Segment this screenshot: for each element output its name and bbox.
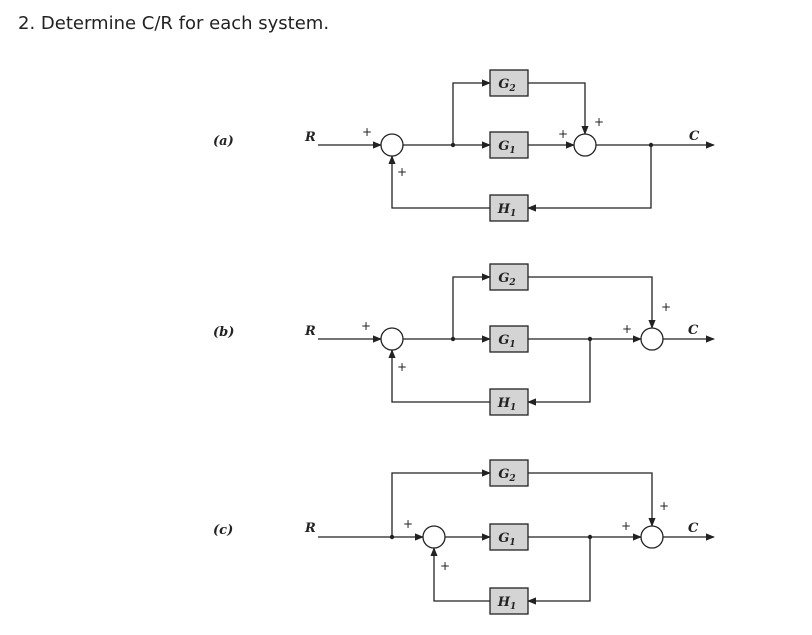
block-g1-label: $G_1$ xyxy=(498,531,516,548)
sum1-sign-bottom: + xyxy=(397,360,408,374)
sum1-sign-bottom: + xyxy=(397,165,408,179)
summing-junction-1 xyxy=(423,526,445,548)
diagram-b xyxy=(304,264,714,415)
diagram-c xyxy=(304,460,714,614)
block-g2-label: $G_2$ xyxy=(498,467,516,484)
diagram-b-label: (b) xyxy=(213,325,235,340)
feedback-to-h1 xyxy=(528,537,590,601)
diagram-a-label: (a) xyxy=(213,134,234,149)
sum1-sign-top: + xyxy=(362,125,373,139)
diagram-a xyxy=(304,70,714,221)
sum2-sign-left: + xyxy=(621,519,632,533)
sum1-sign-bottom: + xyxy=(440,559,451,573)
sum2-sign-top: + xyxy=(594,115,605,129)
feedback-to-h1 xyxy=(528,339,590,402)
feedback-line xyxy=(392,350,490,402)
output-label: C xyxy=(689,129,700,144)
summing-junction-1 xyxy=(381,328,403,350)
g2-output xyxy=(528,473,652,526)
output-label: C xyxy=(688,521,699,536)
block-h1-label: $H_1$ xyxy=(497,595,517,612)
g2-output xyxy=(528,277,652,328)
block-h1-label: $H_1$ xyxy=(497,396,517,413)
block-g2-label: $G_2$ xyxy=(498,77,516,94)
input-label: R xyxy=(305,130,316,145)
block-g1-label: $G_1$ xyxy=(498,139,516,156)
sum2-sign-top: + xyxy=(659,499,670,513)
sum1-sign-top: + xyxy=(361,319,372,333)
feedback-line xyxy=(434,548,490,601)
sum2-sign-left: + xyxy=(558,127,569,141)
summing-junction-1 xyxy=(381,134,403,156)
question-text: 2. Determine C/R for each system. xyxy=(18,13,330,34)
sum2-sign-left: + xyxy=(622,322,633,336)
summing-junction-2 xyxy=(641,526,663,548)
input-label: R xyxy=(305,521,316,536)
feedback-line xyxy=(392,156,490,208)
summing-junction-2 xyxy=(574,134,596,156)
g2-output xyxy=(528,83,585,134)
block-h1-label: $H_1$ xyxy=(497,202,517,219)
g2-input xyxy=(453,277,490,339)
diagram-c-label: (c) xyxy=(213,523,234,538)
sum1-sign-top: + xyxy=(403,517,414,531)
output-label: C xyxy=(688,323,699,338)
input-label: R xyxy=(305,324,316,339)
summing-junction-2 xyxy=(641,328,663,350)
block-g2-label: $G_2$ xyxy=(498,271,516,288)
g2-input xyxy=(453,83,490,145)
sum2-sign-top: + xyxy=(661,300,672,314)
block-g1-label: $G_1$ xyxy=(498,333,516,350)
